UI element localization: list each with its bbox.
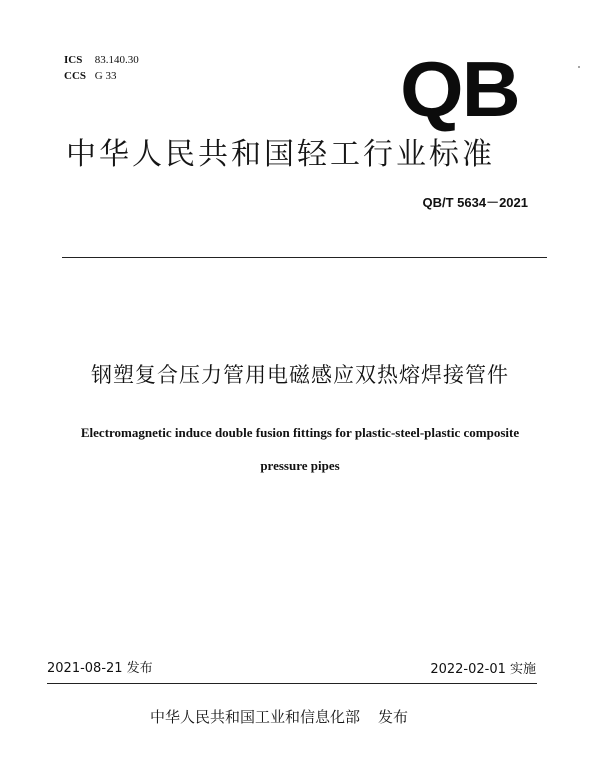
- organization-title: 中华人民共和国轻工行业标准: [66, 137, 495, 172]
- qb-logo: QB: [400, 45, 519, 133]
- standard-number: QB/T 5634－2021: [422, 195, 528, 210]
- ics-value: 83.140.30: [94, 54, 139, 66]
- implementation-date: 2022-02-01 实施: [430, 662, 536, 677]
- ccs-label: CCS: [64, 70, 87, 82]
- title-english-line1: Electromagnetic induce double fusion fittings for plastic-steel-plastic composite: [80, 425, 520, 440]
- scan-speck: [578, 66, 580, 68]
- ccs-code: [64, 68, 139, 84]
- issue-date: 2021-08-21 发布: [47, 661, 153, 676]
- title-english-line2: pressure pipes: [260, 458, 340, 473]
- footer-divider: [47, 683, 537, 684]
- ics-label: ICS: [64, 54, 83, 66]
- publish-label: 发布: [378, 708, 409, 726]
- classification-codes: [64, 52, 139, 84]
- ccs-value: G 33: [94, 70, 117, 82]
- publisher-line: [150, 706, 408, 727]
- header-divider: [62, 257, 547, 258]
- title-chinese: 钢塑复合压力管用电磁感应双热熔焊接管件: [91, 363, 509, 387]
- publisher-name: 中华人民共和国工业和信息化部: [150, 708, 361, 726]
- ics-code: [64, 52, 139, 68]
